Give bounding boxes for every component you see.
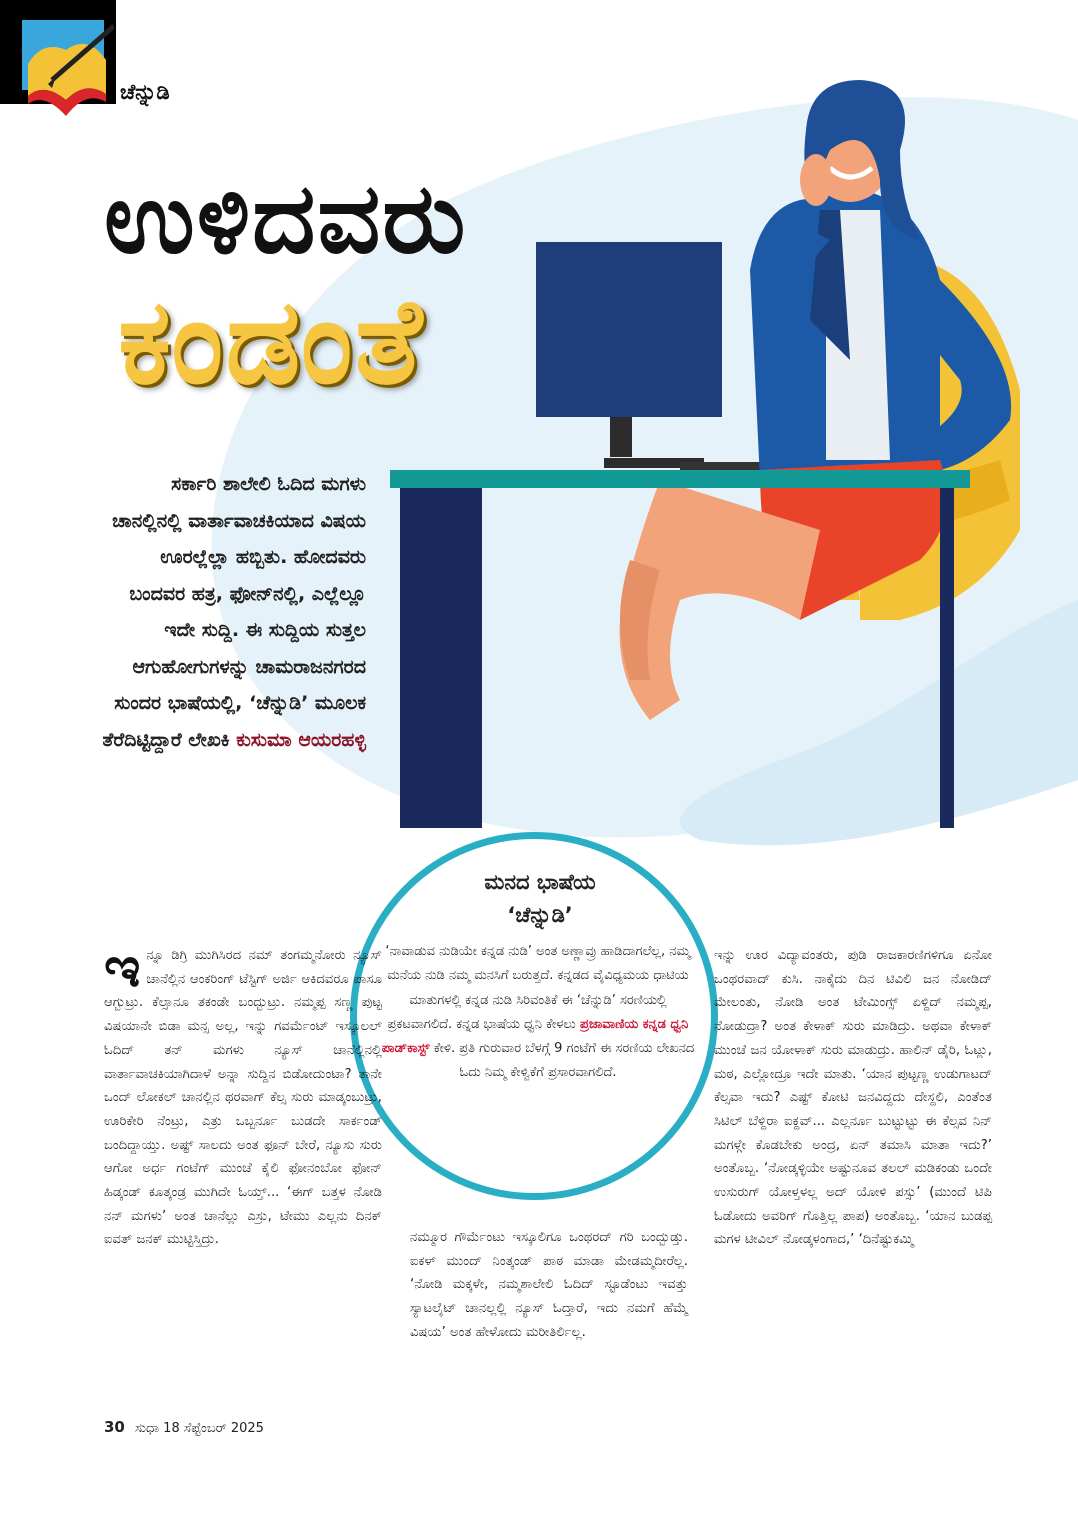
title-line-2: ಕಂಡಂತೆ (118, 272, 425, 410)
woman-on-phone-at-desk-illustration (380, 60, 1030, 830)
book-pen-logo-icon (22, 20, 114, 120)
page-footer (104, 1418, 264, 1436)
column-1-text: ನ್ನೂ ಡಿಗ್ರಿ ಮುಗಿಸಿರದ ನಮ್ ತಂಗಮ್ಮನೋರು ನ್ಯೂಸ್ ಚಾನೆಲ್ಲಿನ ಆಂಕರಿಂಗ್ ಟೆಸ್ಟಿಗ್ ಅರ್ಜಿ ಆಕಿದವರೂ ಪಾಸೂ ಆಗ್ಬುಟ್ರು. ಕೆಲ್ಸಾನೂ ತಕಂಡೇ ಬಂದ್ಬುಟ್ರು. ನಮ್ಮಪ್ಪ ಸಣ್ಣ ಪುಟ್ಟ ವಿಷಯಾನೇ ಬಿಡಾ ಮನ್ಸ ಅಲ್ಲ, ಇನ್ನು ಗವರ್ಮೆಂಟ್ ಇಸ್ಕೂಲಲ್ ಓದಿದ್ ತನ್ ಮಗಳು ನ್ಯೂಸ್ ಚಾನೆಲ್ಲಿನಲ್ಲಿ ವಾರ್ತಾವಾಚಕಿಯಾಗಿದಾಳೆ ಅನ್ನಾ ಸುದ್ದಿನ ಬಿಡೋದುಂಟಾ? ತಾನೇ ಒಂದ್ ಲೋಕಲ್ ಚಾನಲ್ಲಿನ ಥರವಾಗ್ ಕೆಲ್ಸ ಸುರು ಮಾಡ್ಕಂಬುಟ್ರು, ಊರಿಕೇರಿ ನೆಂಟ್ರು, ಎತ್ರು ಒಬ್ಬರ್ನೂ ಬುಡದೇ ಸಾರ್ಕಂಡ್ ಬಂದಿದ್ದಾಯ್ತು. ಅಷ್ಟ್ ಸಾಲದು ಅಂತ ಫೂನ್ ಬೇರೆ, ನ್ಯೂಸು ಸುರು ಆಗೋ ಅರ್ಧ ಗಂಟೆಗ್ ಮುಂಚೆ ಕೈಲಿ ಫೋನಂಬೋ ಫೋನ್ ಹಿಡ್ಕಂಡ್ ಕೂತ್ಕಂಡ್ರ ಮುಗಿದೇ ಓಯ್ತ್... ‘ಈಗ್ ಬತ್ತಳ ನೋಡಿ ನನ್ ಮಗಳು’ ಅಂತ ಚಾನೆಲ್ಲು ಎಸ್ರು, ಟೇಮು ಎಲ್ಲನು ದಿನಕ್ ಐವತ್ ಜನಕ್ ಮುಟ್ಟಿಸ್ತಿದ್ರು. (104, 948, 382, 1248)
page-number: 30 (104, 1418, 125, 1436)
podcast-highlight: ಪ್ರಜಾವಾಣಿಯ ಕನ್ನಡ ಧ್ವನಿ ಪಾಡ್‌ಕಾಸ್ಟ್ (381, 1016, 689, 1057)
column-3-text: ಇನ್ನು ಊರ ವಿದ್ಯಾವಂತರು, ಪುಡಿ ರಾಜಕಾರಣಿಗಳಿಗೂ ಏನೋ ಒಂಥರವಾದ್ ಕುಸಿ. ನಾಕೈದು ದಿನ ಟಿವಿಲಿ ಜನ ನೋಡಿದ್ ಮೇಲಂತು, ನೋಡಿ ಅಂತ ಟೇಮಿಂಗ್ಸ್ ಏಳ್ದಿದ್ ನಮ್ಮಪ್ಪ, ನೋಡುದ್ರಾ? ಅಂತ ಕೇಳಾಕ್ ಸುರು ಮಾಡಿದ್ರು. ಅಥವಾ ಕೇಳಾಕ್ ಮುಂಚೆ ಜನ ಯೋಳಾಕ್ ಸುರು ಮಾಡುದ್ರು. ಹಾಲಿನ್ ಡೈರಿ, ಓಟ್ಲು, ಮಠ, ಎಲ್ಲೋದ್ರೂ ಇದೇ ಮಾತು. ‘ಯಾನ ಪುಟ್ಟಣ್ಣ ಉಡುಗಾಟದ್ ಕೆಲ್ಸವಾ ಇದು? ಎಷ್ಟ್ ಕೋಟಿ ಜನವಿದ್ದದು ದೇಸ್ದಲಿ, ಎಂತೆಂತ ಸಿಟಿಲ್ ಬೆಳ್ದಿರಾ ಐಕ್ದವ್... ಎಲ್ಲರ್ನೂ ಬುಟ್ಟುಟ್ಟು ಈ ಕೆಲ್ಸವ ನಿನ್ ಮಗಳ್ಗೇ ಕೊಡಬೇಕು ಅಂದ್ರ, ಏನ್ ತಮಾಸಿ ಮಾತಾ ಇದು?’ ಅಂತೊಬ್ಬ. ‘ನೋಡ್ಕಳ್ಳಿಯೇ ಅಷ್ಟುನೂವ ತಲಲ್ ಮಡಿಕಂಡು ಒಂದೇ ಉಸುರುಗ್ ಯೋಳ್ತಳಲ್ಲ ಅದ್ ಯೋಳಿ ಪಸ್ಸು’ (ಮುಂದೆ ಟಿಪಿ ಓಡೋದು ಅವರಿಗ್ ಗೊತ್ತಿಲ್ಲ ಪಾಪ) ಅಂತೊಬ್ಬ. ‘ಯಾನ ಬುಡಪ್ಪ ಮಗಳ ಟೀವಿಲ್ ನೋಡ್ಕಳಂಗಾದ,’ ‘ದಿನೆಷ್ಟುಕಮ್ಮಿ (714, 948, 992, 1248)
column-2-text: ನಮ್ಮೂರ ಗೌರ್ಮೆಂಟು ಇಸ್ಕೂಲಿಗೂ ಒಂಥರದ್ ಗರಿ ಬಂದ್ಬುಡ್ತು. ಐಕಳ್ ಮುಂದ್ ನಿಂತ್ಕಂಡ್ ಪಾಠ ಮಾಡಾ ಮೇಡಮ್ಮದೀರೆಲ್ಲ. ‘ನೋಡಿ ಮಕ್ಕಳೇ, ನಮ್ಮಶಾಲೇಲಿ ಓದಿದ್ ಸ್ಟೂಡೆಂಟು ಇವತ್ತು ಸ್ಯಾಟಲೈಟ್ ಚಾನಲ್ಲಲ್ಲಿ ನ್ಯೂಸ್ ಓದ್ತಾರೆ, ಇದು ನಮಗೆ ಹೆಮ್ಮೆ ವಿಷಯ’ ಅಂತ ಹೇಳೋದು ಮರೀತಿರ್ಲಿಲ್ಲ. (410, 1230, 688, 1340)
sidebar-title (400, 866, 680, 932)
sidebar-body-text: ‘ನಾವಾಡುವ ನುಡಿಯೇ ಕನ್ನಡ ನುಡಿ’ ಅಂತ ಅಣ್ಣಾವ್ರು ಹಾಡಿದಾಗಲೆಲ್ಲ, ನಮ್ಮ ಮನೆಯ ನುಡಿ ನಮ್ಮ ಮನಸಿಗೆ ಬರುತ್ತದೆ. ಕನ್ನಡದ ವೈವಿಧ್ಯಮಯ ಧಾಟಿಯ ಮಾತುಗಳಲ್ಲಿ ಕನ್ನಡ ನುಡಿ ಸಿರಿವಂತಿಕೆ ಈ ‘ಚೆನ್ನುಡಿ’ ಸರಣಿಯಲ್ಲಿ ಪ್ರಕಟವಾಗಲಿದೆ. ಕನ್ನಡ ಭಾಷೆಯ ಧ್ವನಿ ಕೇಳಲು (385, 944, 691, 1032)
author-name: ಕುಸುಮಾ ಆಯರಹಳ್ಳಿ (236, 728, 366, 751)
title-line-1: ಉಳಿದವರು (104, 162, 468, 276)
sidebar-body-text-end: ಕೇಳಿ. ಪ್ರತಿ ಗುರುವಾರ ಬೆಳಗ್ಗೆ 9 ಗಂಟೆಗೆ ಈ ಸರಣಿಯ ಲೇಖನದ ಓದು ನಿಮ್ಮ ಕೇಳ್ವಿಕೆಗೆ ಪ್ರಸಾರವಾಗಲಿದೆ. (429, 1041, 695, 1081)
sidebar-title-line-2: ‘ಚೆನ್ನುಡಿ’ (507, 903, 573, 927)
article-column-1 (104, 935, 382, 1252)
column-name: ಚೆನ್ನುಡಿ (120, 80, 170, 104)
sidebar-title-line-1: ಮನದ ಭಾಷೆಯ (484, 870, 596, 894)
intro-standfirst (100, 466, 366, 758)
article-column-3 (714, 944, 992, 1252)
issue-info: ಸುಧಾ 18 ಸೆಪ್ಟೆಂಬರ್ 2025 (135, 1421, 264, 1436)
intro-text: ಸರ್ಕಾರಿ ಶಾಲೇಲಿ ಓದಿದ ಮಗಳು ಚಾನಲ್ಲಿನಲ್ಲಿ ವಾರ್ತಾವಾಚಕಿಯಾದ ವಿಷಯ ಊರಲ್ಲೆಲ್ಲಾ ಹಬ್ಬಿತು. ಹೋದವರು ಬಂದವರ ಹತ್ರ, ಫೋನ್‌ನಲ್ಲಿ, ಎಲ್ಲೆಲ್ಲೂ ಇದೇ ಸುದ್ದಿ. ಈ ಸುದ್ದಿಯ ಸುತ್ತಲ ಆಗುಹೋಗುಗಳನ್ನು ಚಾಮರಾಜನಗರದ ಸುಂದರ ಭಾಷೆಯಲ್ಲಿ, ‘ಚೆನ್ನುಡಿ’ ಮೂಲಕ ತೆರೆದಿಟ್ಟಿದ್ದಾರೆ ಲೇಖಕಿ (102, 473, 366, 751)
drop-cap: ಇ (104, 935, 141, 1000)
article-column-2 (410, 1226, 688, 1345)
sidebar-body (378, 940, 698, 1086)
